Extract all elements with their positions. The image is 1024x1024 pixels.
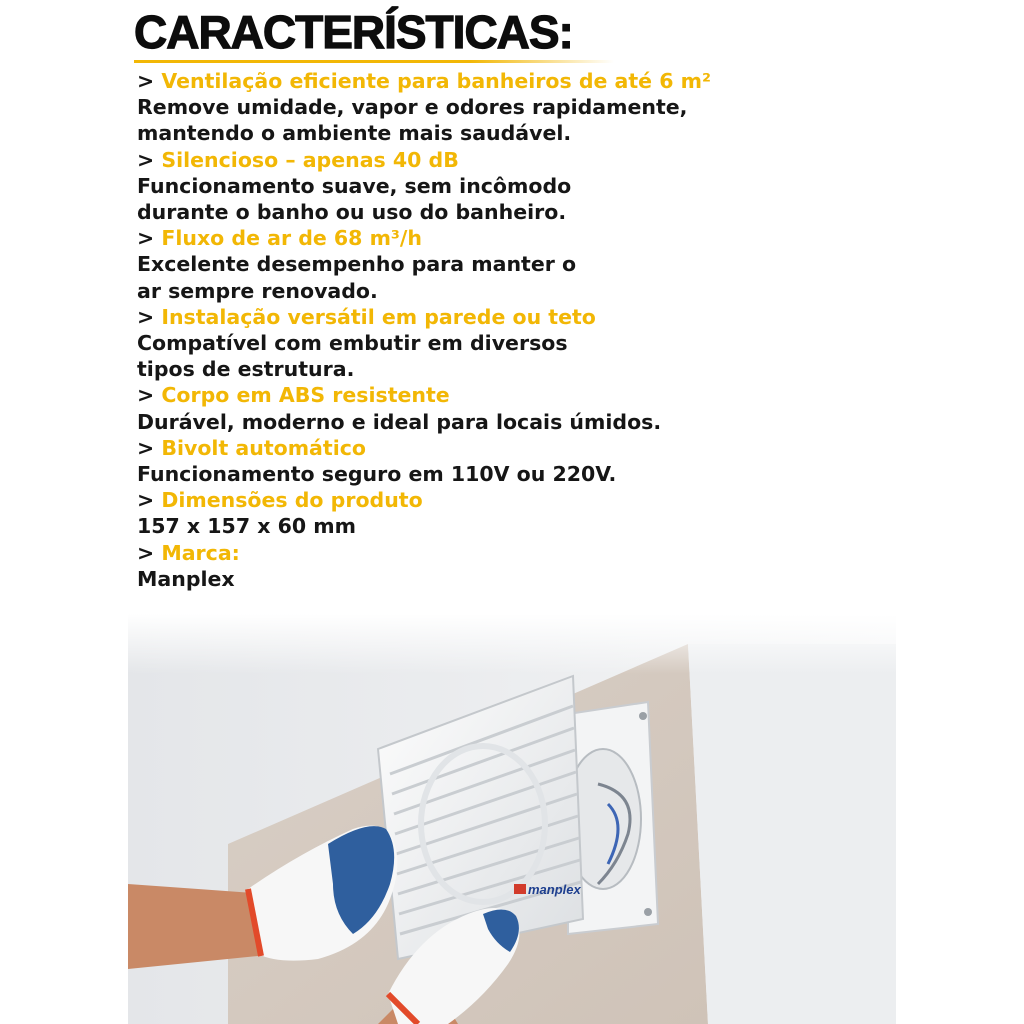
feature-heading: > Silencioso – apenas 40 dB — [137, 147, 459, 172]
feature-description: Funcionamento seguro em 110V ou 220V. — [137, 462, 617, 487]
page-title: CARACTERÍSTICAS: — [134, 6, 573, 58]
feature-description: Durável, moderno e ideal para locais úmidos. — [137, 409, 662, 434]
feature-description: tipos de estrutura. — [137, 357, 355, 382]
feature-heading: > Bivolt automático — [137, 435, 366, 460]
feature-description: Remove umidade, vapor e odores rapidamente, — [137, 95, 688, 120]
feature-description: durante o banho ou uso do banheiro. — [137, 200, 567, 225]
product-photo — [128, 614, 896, 1024]
feature-heading: > Instalação versátil em parede ou teto — [137, 304, 596, 329]
feature-description: ar sempre renovado. — [137, 278, 378, 303]
feature-heading: > Marca: — [137, 540, 240, 565]
feature-description: Excelente desempenho para manter o — [137, 252, 577, 277]
features-list — [137, 68, 857, 592]
exhaust-fan-photo-icon — [128, 614, 896, 1024]
svg-text:manplex: manplex — [528, 882, 581, 897]
feature-description: Funcionamento suave, sem incômodo — [137, 173, 572, 198]
title-underline — [134, 60, 614, 63]
feature-description: mantendo o ambiente mais saudável. — [137, 121, 572, 146]
feature-heading: > Dimensões do produto — [137, 488, 423, 513]
feature-description: Compatível com embutir em diversos — [137, 331, 568, 356]
feature-description: 157 x 157 x 60 mm — [137, 514, 356, 539]
feature-heading: > Corpo em ABS resistente — [137, 383, 450, 408]
feature-heading: > Fluxo de ar de 68 m³/h — [137, 226, 422, 251]
feature-heading: > Ventilação eficiente para banheiros de até 6 m² — [137, 69, 711, 93]
feature-description: Manplex — [137, 566, 235, 591]
